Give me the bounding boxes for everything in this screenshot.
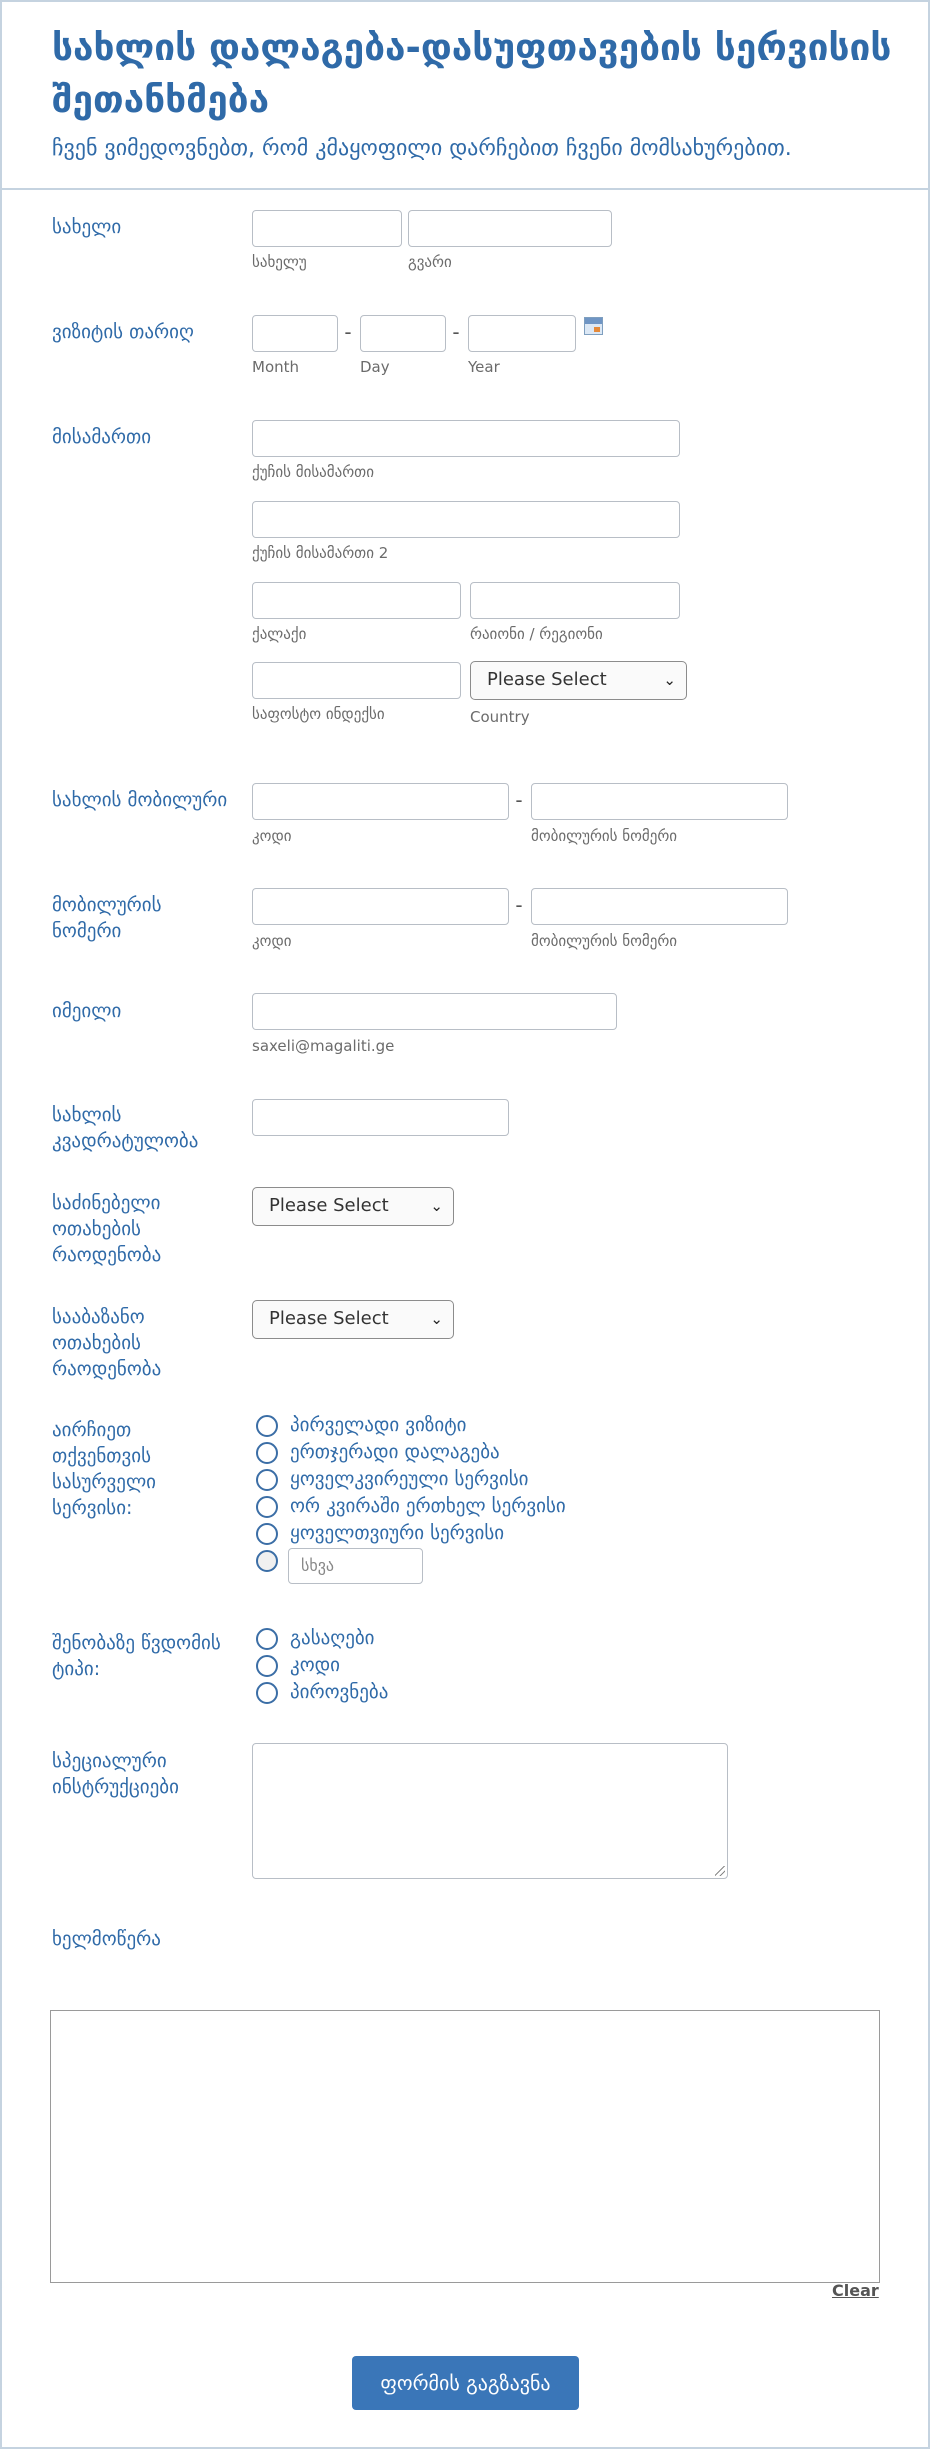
radio-button[interactable]: [256, 1655, 278, 1677]
day-input[interactable]: [360, 315, 446, 352]
city-sublabel: ქალაქი: [252, 625, 307, 643]
mobile-phone-label: მობილურის ნომერი: [52, 894, 162, 942]
submit-button[interactable]: ფორმის გაგზავნა: [352, 2356, 579, 2410]
phone-separator: -: [515, 893, 523, 917]
region-input[interactable]: [470, 582, 680, 619]
bedrooms-label: საძინებელი ოთახების რაოდენობა: [52, 1192, 162, 1266]
date-separator: -: [344, 320, 352, 344]
home-phone-number-input[interactable]: [531, 783, 788, 820]
access-option-label: გასაღები: [290, 1627, 375, 1649]
email-sublabel: saxeli@magaliti.ge: [252, 1037, 395, 1055]
access-option-label: კოდი: [290, 1654, 341, 1676]
mobile-phone-code-input[interactable]: [252, 888, 509, 925]
chevron-down-icon: ⌄: [430, 1197, 443, 1215]
last-name-sublabel: გვარი: [408, 253, 452, 271]
service-option-label: პირველადი ვიზიტი: [290, 1414, 467, 1436]
clear-signature-link[interactable]: Clear: [832, 2281, 879, 2300]
radio-button[interactable]: [256, 1469, 278, 1491]
city-input[interactable]: [252, 582, 461, 619]
radio-button[interactable]: [256, 1442, 278, 1464]
date-separator: -: [452, 320, 460, 344]
postal-code-sublabel: საფოსტო ინდექსი: [252, 705, 385, 723]
service-option-label: ერთჯერადი დალაგება: [290, 1441, 500, 1463]
month-sublabel: Month: [252, 358, 300, 376]
first-name-input[interactable]: [252, 210, 402, 247]
service-option-label: ყოველთვიური სერვისი: [290, 1522, 505, 1544]
street-address-input[interactable]: [252, 420, 680, 457]
postal-code-input[interactable]: [252, 662, 461, 699]
mobile-phone-number-input[interactable]: [531, 888, 788, 925]
home-phone-number-sublabel: მობილურის ნომერი: [531, 827, 678, 845]
country-select-value: Please Select: [487, 669, 607, 690]
country-select[interactable]: [470, 661, 687, 700]
region-sublabel: რაიონი / რეგიონი: [470, 625, 603, 643]
mobile-phone-number-sublabel: მობილურის ნომერი: [531, 932, 678, 950]
service-option-label: ორ კვირაში ერთხელ სერვისი: [290, 1495, 566, 1517]
street-address-2-sublabel: ქუჩის მისამართი 2: [252, 544, 389, 562]
radio-button[interactable]: [256, 1415, 278, 1437]
form-header: [52, 22, 892, 161]
radio-button[interactable]: [256, 1682, 278, 1704]
chevron-down-icon: ⌄: [663, 671, 676, 689]
bathrooms-label: სააბაზანო ოთახების რაოდენობა: [52, 1306, 162, 1380]
signature-pad[interactable]: [50, 2010, 880, 2283]
home-phone-code-input[interactable]: [252, 783, 509, 820]
month-input[interactable]: [252, 315, 338, 352]
bedrooms-select-value: Please Select: [269, 1195, 389, 1216]
year-sublabel: Year: [468, 358, 500, 376]
radio-button[interactable]: [256, 1628, 278, 1650]
mobile-phone-code-sublabel: კოდი: [252, 932, 292, 950]
phone-separator: -: [515, 788, 523, 812]
instructions-textarea[interactable]: [252, 1743, 728, 1879]
name-label: სახელი: [52, 216, 122, 238]
instructions-label: სპეციალური ინსტრუქციები: [52, 1750, 179, 1798]
email-input[interactable]: [252, 993, 617, 1030]
radio-button[interactable]: [256, 1496, 278, 1518]
year-input[interactable]: [468, 315, 576, 352]
email-label: იმეილი: [52, 1000, 122, 1022]
calendar-icon[interactable]: [584, 317, 603, 335]
header-divider: [2, 188, 928, 190]
access-option-label: პიროვნება: [290, 1681, 389, 1703]
area-input[interactable]: [252, 1099, 509, 1136]
page-title: სახლის დალაგება-დასუფთავების სერვისის შეთანხმება: [52, 26, 892, 121]
home-phone-label: სახლის მობილური: [52, 789, 228, 811]
country-sublabel: Country: [470, 708, 530, 726]
signature-label: ხელმოწერა: [52, 1928, 161, 1950]
address-label: მისამართი: [52, 426, 152, 448]
chevron-down-icon: ⌄: [430, 1310, 443, 1328]
day-sublabel: Day: [360, 358, 390, 376]
bathrooms-select-value: Please Select: [269, 1308, 389, 1329]
access-label: შენობაზე წვდომის ტიპი:: [52, 1632, 221, 1680]
street-address-sublabel: ქუჩის მისამართი: [252, 463, 374, 481]
resize-handle-icon[interactable]: [715, 1866, 725, 1876]
bedrooms-select[interactable]: [252, 1187, 454, 1226]
service-option-label: ყოველკვირეული სერვისი: [290, 1468, 529, 1490]
radio-button[interactable]: [256, 1550, 278, 1572]
service-label: აირჩიეთ თქვენთვის სასურველი სერვისი:: [52, 1419, 156, 1519]
visit-date-label: ვიზიტის თარიღ: [52, 321, 194, 343]
home-phone-code-sublabel: კოდი: [252, 827, 292, 845]
first-name-sublabel: სახელუ: [252, 253, 307, 271]
service-other-input[interactable]: [288, 1548, 423, 1584]
service-other-placeholder: სხვა: [301, 1556, 335, 1575]
area-label: სახლის კვადრატულობა: [52, 1104, 199, 1152]
page-subtitle: ჩვენ ვიმედოვნებთ, რომ კმაყოფილი დარჩებით ჩვენი მომსახურებით.: [52, 136, 792, 161]
street-address-2-input[interactable]: [252, 501, 680, 538]
last-name-input[interactable]: [408, 210, 612, 247]
radio-button[interactable]: [256, 1523, 278, 1545]
bathrooms-select[interactable]: [252, 1300, 454, 1339]
